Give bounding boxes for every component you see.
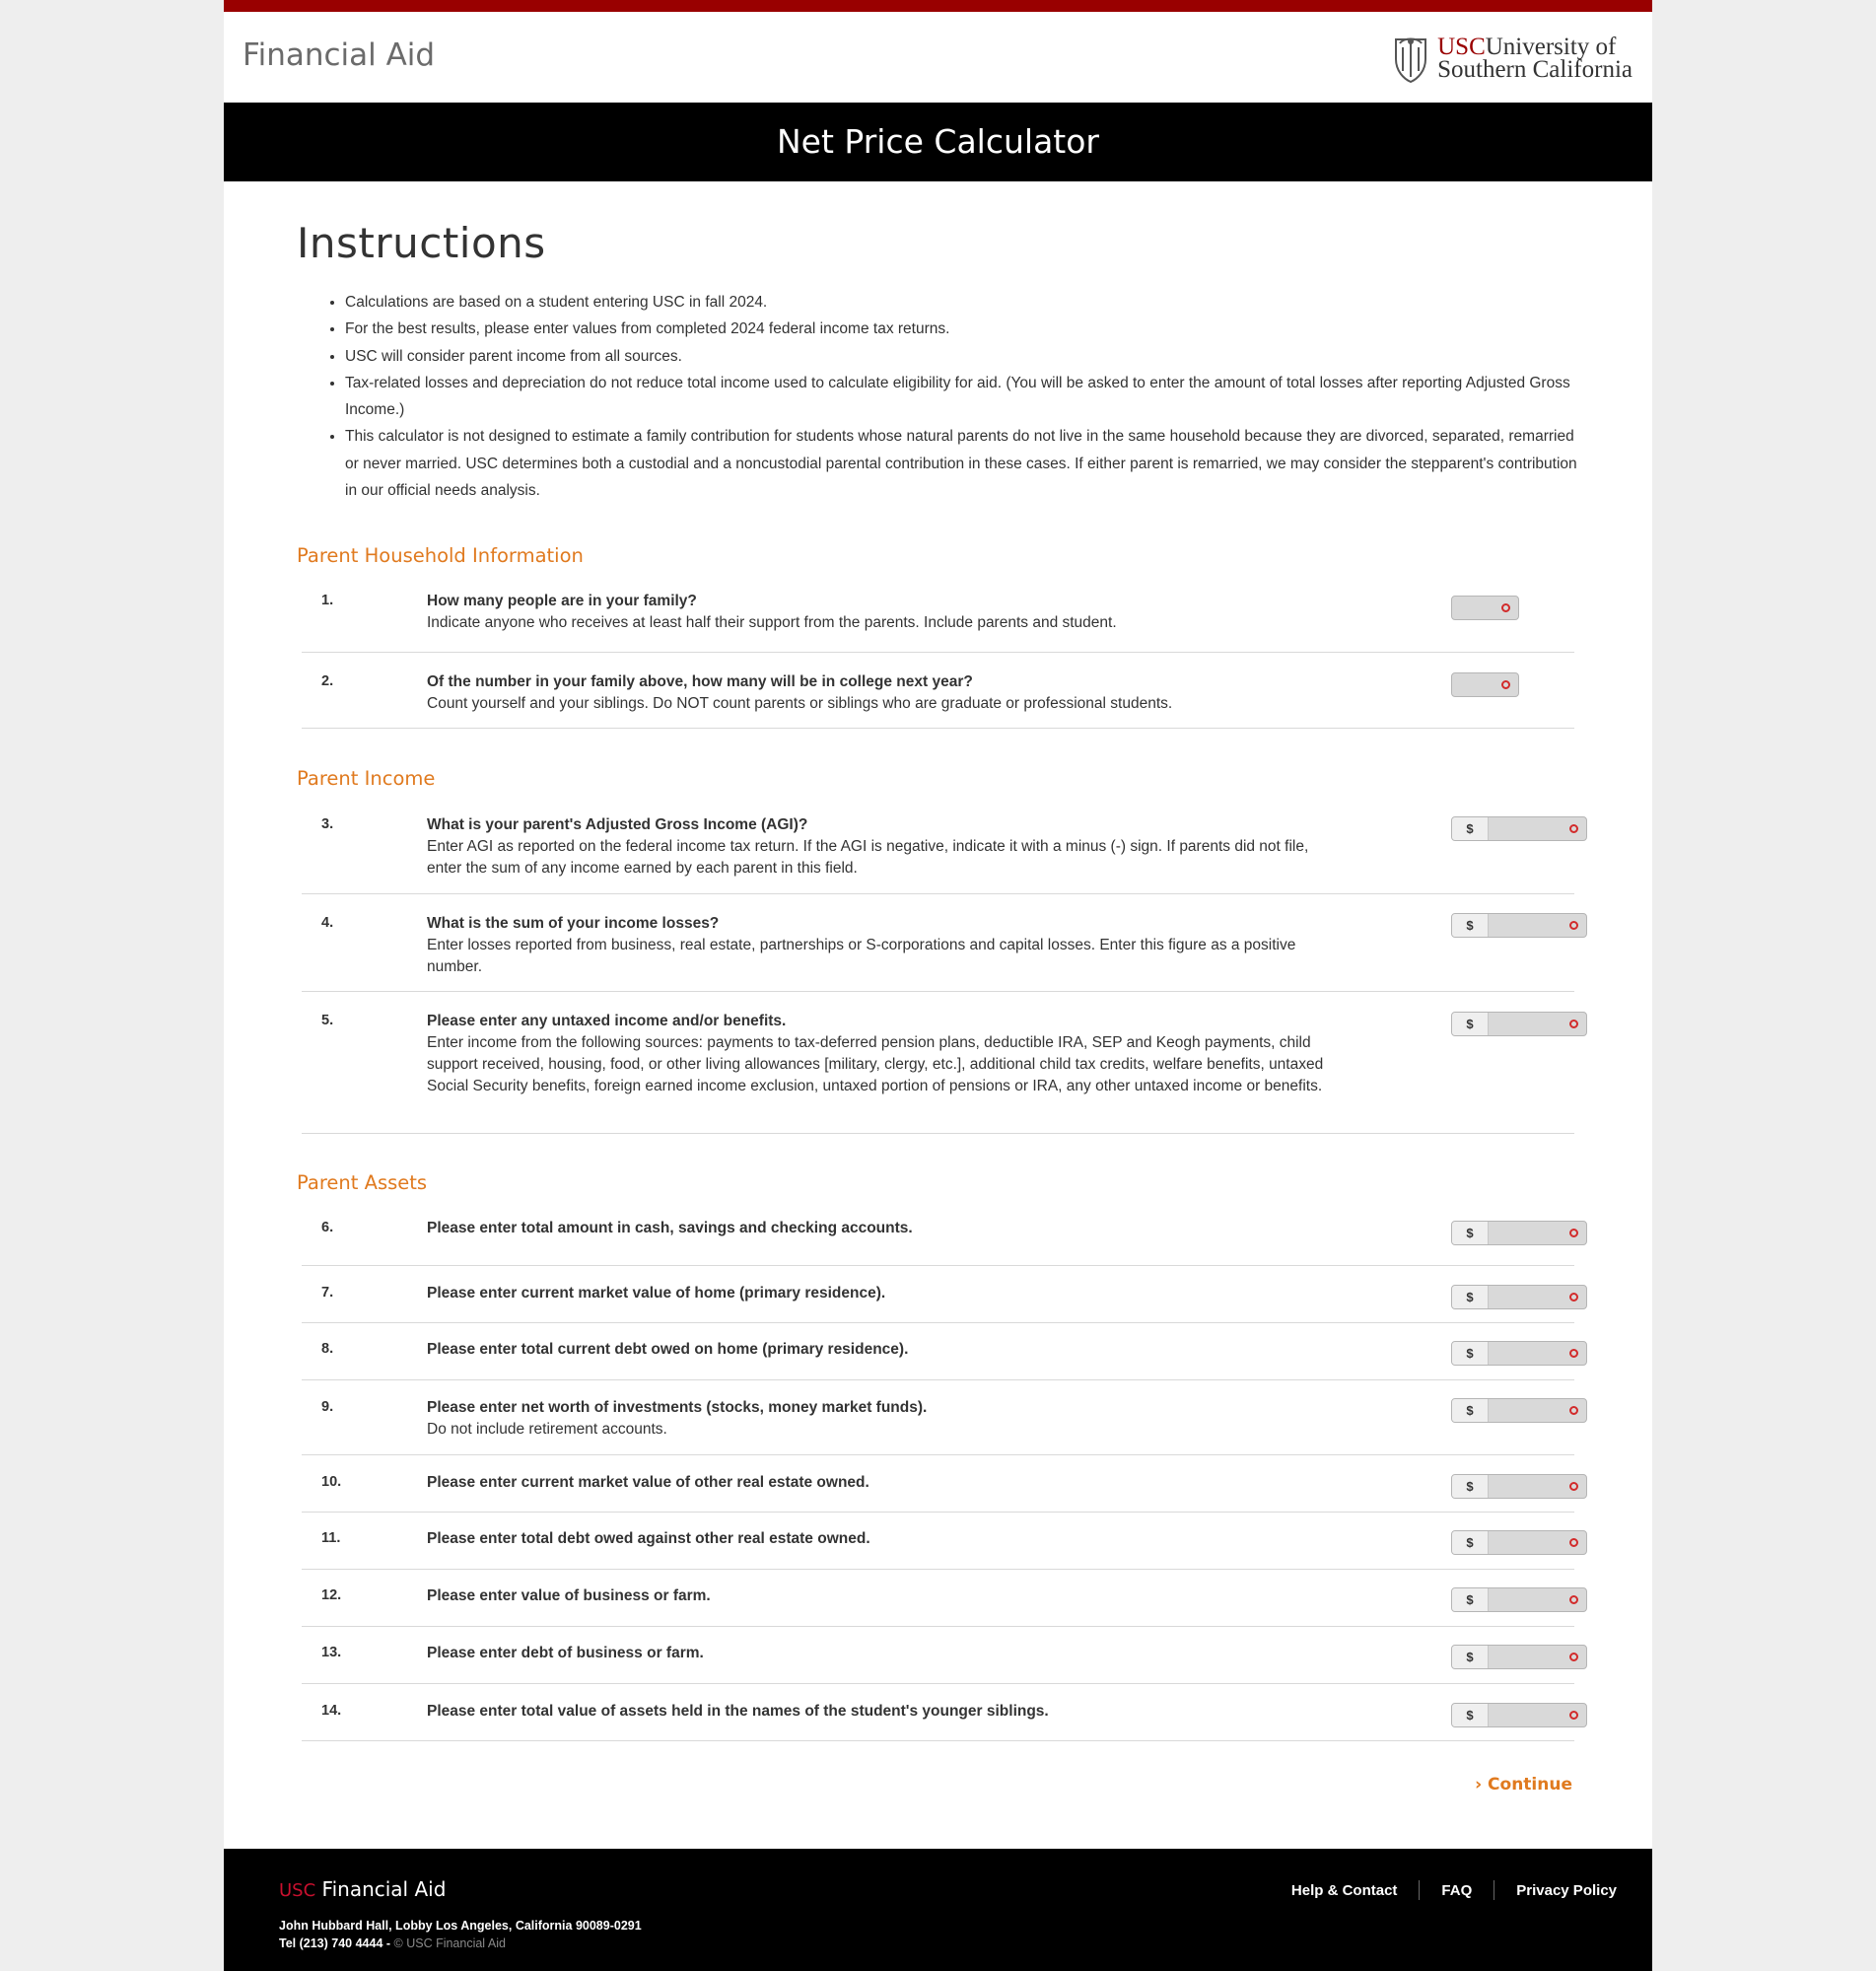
question-number: 12. [321,1587,342,1604]
question-title: How many people are in your family? [427,593,697,610]
question-title: Please enter current market value of other real estate owned. [427,1474,869,1492]
required-indicator-icon [1569,1406,1578,1415]
logo-wordmark: USCUniversity of Southern California [1437,34,1633,83]
currency-prefix: $ [1452,1531,1489,1554]
question-title: Please enter current market value of home (primary residence). [427,1285,886,1302]
question-number: 5. [321,1013,334,1029]
question-number: 9. [321,1399,334,1416]
question-number: 13. [321,1645,342,1661]
question-title: Please enter total value of assets held in the names of the student's younger siblings. [427,1703,1049,1721]
required-indicator-icon [1569,824,1578,833]
instruction-item: • This calculator is not designed to estimate a family contribution for students whose natural parents do not live in the same household because they are divorced, separated, remarried or never married. USC determines both a custodial and a noncustodial parental contribution in these cases. If either parent is remarried, we may consider the stepparent's contribution in our official needs analysis. [345,423,1579,504]
household-questions [302,582,1574,729]
question-number: 3. [321,816,334,833]
home-value-input[interactable] [1451,1285,1587,1309]
business-debt-input[interactable] [1451,1645,1587,1669]
question-text [427,1528,1334,1550]
site-title[interactable]: Financial Aid [243,37,436,73]
question-title: Of the number in your family above, how many will be in college next year? [427,673,973,691]
home-debt-input[interactable] [1451,1341,1587,1366]
required-indicator-icon [1569,1653,1578,1661]
required-indicator-icon [1569,1482,1578,1491]
question-title: Please enter any untaxed income and/or benefits. [427,1013,787,1030]
question-title: What is the sum of your income losses? [427,915,720,933]
family-size-input[interactable] [1451,596,1519,620]
other-real-estate-value-input[interactable] [1451,1474,1587,1499]
instruction-item: • For the best results, please enter values from completed 2024 federal income tax returns. [345,316,1579,342]
footer-link-privacy[interactable]: Privacy Policy [1516,1881,1617,1899]
assets-questions [302,1210,1574,1741]
question-text [427,1011,1334,1097]
question-text [427,1585,1334,1607]
usc-seal-icon [1392,34,1429,83]
question-row [302,1266,1574,1323]
question-description: Enter losses reported from business, real estate, partnerships or S-corporations and capital losses. Enter this figure as a positive number. [427,937,1296,976]
required-indicator-icon [1569,1229,1578,1237]
required-indicator-icon [1569,1595,1578,1604]
footer-address: John Hubbard Hall, Lobby Los Angeles, California 90089-0291 Tel (213) 740 4444 - © USC Financial Aid [279,1919,642,1950]
required-indicator-icon [1501,680,1510,689]
cash-savings-input[interactable] [1451,1221,1587,1245]
required-indicator-icon [1569,1538,1578,1547]
question-row [302,582,1574,653]
required-indicator-icon [1569,1020,1578,1028]
question-description: Enter income from the following sources: payments to tax-deferred pension plans, deductible IRA, SEP and Keogh payments, child support received, housing, food, or other living allowances [military, clergy, etc.], additional child tax credits, welfare benefits, untaxed Social Security benefits, foreign earned income exclusion, untaxed portion of pensions or IRA, any other untaxed income or benefits. [427,1034,1324,1095]
main-content [224,219,1652,1741]
currency-prefix: $ [1452,1588,1489,1611]
site-footer [224,1849,1652,1971]
footer-links [1291,1880,1617,1900]
question-title: Please enter value of business or farm. [427,1587,711,1605]
question-row [302,992,1574,1134]
sibling-assets-input[interactable] [1451,1703,1587,1727]
currency-prefix: $ [1452,1475,1489,1498]
question-text [427,1397,1334,1441]
page [224,0,1652,1971]
footer-brand[interactable]: USC Financial Aid [279,1877,447,1901]
footer-link-help[interactable]: Help & Contact [1290,1881,1398,1899]
section-title-assets: Parent Assets [297,1171,428,1195]
required-indicator-icon [1569,1293,1578,1302]
question-description: Indicate anyone who receives at least half their support from the parents. Include parents and student. [427,614,1117,632]
currency-prefix: $ [1452,1704,1489,1726]
instruction-item: • Tax-related losses and depreciation do not reduce total income used to calculate eligibility for aid. (You will be asked to enter the amount of total losses after reporting Adjusted Gross Income.) [345,370,1579,424]
question-number: 10. [321,1474,342,1491]
question-number: 6. [321,1220,334,1236]
continue-button[interactable]: › Continue [1475,1775,1572,1795]
question-text [427,1218,1334,1239]
question-number: 14. [321,1703,342,1720]
footer-divider [1419,1880,1420,1900]
question-text [427,1339,1334,1361]
required-indicator-icon [1569,921,1578,930]
instructions-heading: Instructions [297,219,546,267]
other-real-estate-debt-input[interactable] [1451,1530,1587,1555]
site-header [224,12,1652,103]
question-row [302,1380,1574,1455]
question-number: 1. [321,593,334,609]
question-row [302,1513,1574,1570]
question-number: 7. [321,1285,334,1302]
question-text [427,1643,1334,1664]
page-banner: Net Price Calculator [224,103,1652,181]
investments-input[interactable] [1451,1398,1587,1423]
question-text [427,1283,1334,1304]
usc-logo[interactable] [1392,34,1633,83]
question-row [302,1455,1574,1513]
question-title: What is your parent's Adjusted Gross Income (AGI)? [427,816,808,834]
untaxed-income-input[interactable] [1451,1012,1587,1036]
instructions-list [345,289,1579,504]
income-losses-input[interactable] [1451,913,1587,938]
currency-prefix: $ [1452,1342,1489,1365]
instruction-item: • USC will consider parent income from all sources. [345,343,1579,370]
currency-prefix: $ [1452,1646,1489,1668]
question-text [427,671,1334,715]
question-number: 8. [321,1341,334,1358]
question-row [302,1323,1574,1380]
question-text [427,814,1334,880]
section-title-income: Parent Income [297,767,436,791]
currency-prefix: $ [1452,1286,1489,1308]
question-text [427,1472,1334,1494]
required-indicator-icon [1569,1711,1578,1720]
question-row [302,1684,1574,1741]
question-title: Please enter total current debt owed on home (primary residence). [427,1341,909,1359]
business-value-input[interactable] [1451,1587,1587,1612]
currency-prefix: $ [1452,1399,1489,1422]
question-description: Count yourself and your siblings. Do NOT count parents or siblings who are graduate or professional students. [427,695,1173,713]
question-text [427,913,1334,978]
question-number: 4. [321,915,334,932]
question-row [302,894,1574,992]
instruction-item: • Calculations are based on a student entering USC in fall 2024. [345,289,1579,316]
question-text [427,1701,1334,1723]
question-row [302,806,1574,894]
top-accent-bar [224,0,1652,12]
currency-prefix: $ [1452,1013,1489,1035]
question-number: 11. [321,1530,341,1547]
section-title-household: Parent Household Information [297,544,584,568]
question-title: Please enter debt of business or farm. [427,1645,704,1662]
question-row [302,1210,1574,1266]
question-title: Please enter total debt owed against other real estate owned. [427,1530,870,1548]
question-description: Enter AGI as reported on the federal income tax return. If the AGI is negative, indicate it with a minus (-) sign. If parents did not file, enter the sum of any income earned by each parent in this field. [427,838,1309,878]
question-text [427,591,1334,634]
question-row [302,653,1574,729]
number-in-college-input[interactable] [1451,672,1519,697]
required-indicator-icon [1501,603,1510,612]
question-number: 2. [321,673,334,690]
income-questions [302,806,1574,1134]
question-row [302,1627,1574,1684]
footer-link-faq[interactable]: FAQ [1441,1881,1473,1899]
question-description: Do not include retirement accounts. [427,1421,667,1439]
question-row [302,1570,1574,1627]
agi-input[interactable] [1451,816,1587,841]
currency-prefix: $ [1452,817,1489,840]
question-title: Please enter net worth of investments (stocks, money market funds). [427,1399,928,1417]
currency-prefix: $ [1452,914,1489,937]
question-title: Please enter total amount in cash, savings and checking accounts. [427,1220,913,1237]
currency-prefix: $ [1452,1222,1489,1244]
required-indicator-icon [1569,1349,1578,1358]
